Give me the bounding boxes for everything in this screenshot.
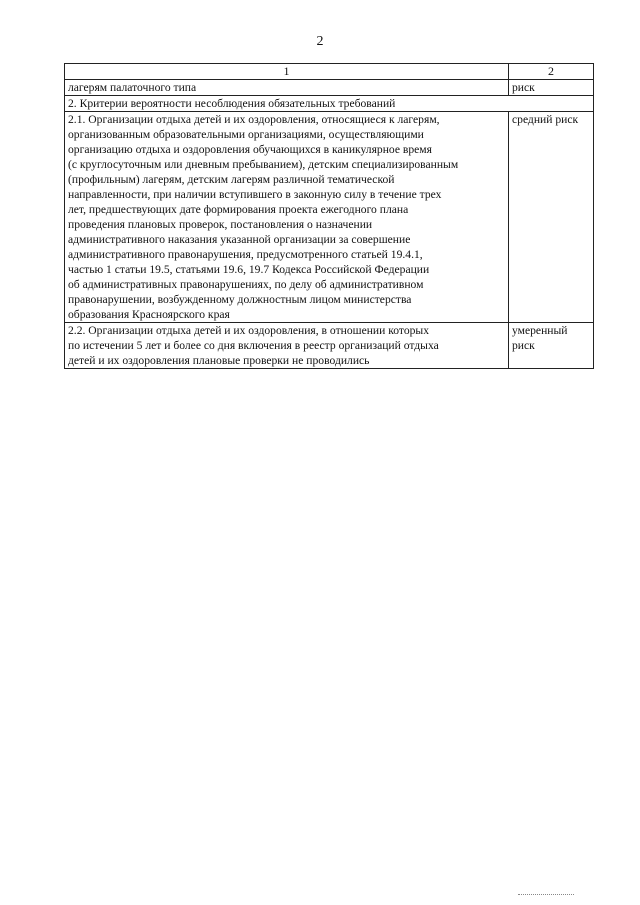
- risk-cell: риск: [509, 80, 594, 96]
- page-number: 2: [316, 34, 324, 49]
- column-header-2: 2: [509, 64, 594, 80]
- risk-cell: умеренный риск: [509, 323, 594, 369]
- risk-criteria-table: [64, 63, 594, 369]
- footer-scan-mark: [518, 894, 574, 897]
- criterion-cell: 2.1. Организации отдыха детей и их оздоровления, относящиеся к лагерям, организованным образовательными организациями, осуществляющими организацию отдыха и оздоровления обучающихся в каникулярное время (с круглосуточным или дневным пребыванием), детским специализированным (профильным) лагерям, детским лагерям различной тематической направленности, при наличии вступившего в законную силу в течение трех лет, предшествующих дате формирования проекта ежегодного плана проведения плановых проверок, постановления о назначении административного наказания указанной организации за совершение административного правонарушения, предусмотренного статьей 19.4.1, частью 1 статьи 19.5, статьями 19.6, 19.7 Кодекса Российской Федерации об административных правонарушениях, по делу об административном правонарушении, возбужденному должностным лицом министерства образования Красноярского края: [65, 112, 509, 323]
- table-row: [65, 323, 594, 369]
- table-row: [65, 80, 594, 96]
- section-title-row: [65, 96, 594, 112]
- risk-cell: средний риск: [509, 112, 594, 323]
- column-header-1: 1: [65, 64, 509, 80]
- table-header-row: [65, 64, 594, 80]
- section-title: 2. Критерии вероятности несоблюдения обязательных требований: [65, 96, 594, 112]
- criterion-cell: лагерям палаточного типа: [65, 80, 509, 96]
- table-row: [65, 112, 594, 323]
- criterion-cell: 2.2. Организации отдыха детей и их оздоровления, в отношении которых по истечении 5 лет и более со дня включения в реестр организаций отдыха детей и их оздоровления плановые проверки не проводились: [65, 323, 509, 369]
